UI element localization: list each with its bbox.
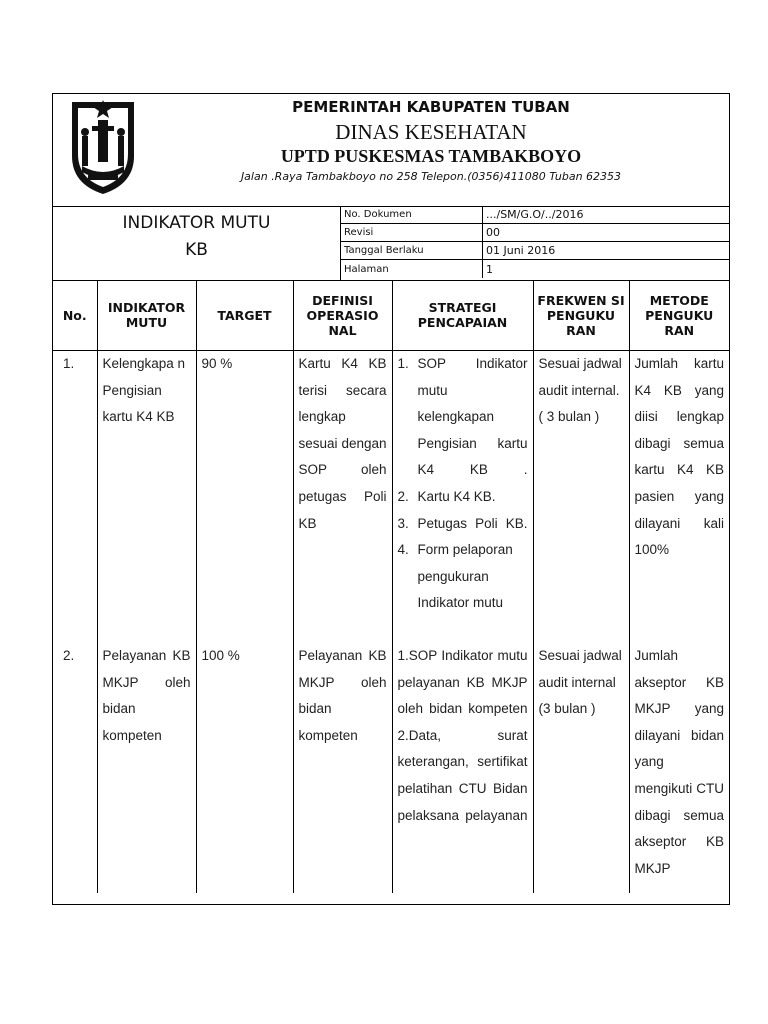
meta-label: Tanggal Berlaku bbox=[341, 242, 483, 260]
meta-row bbox=[341, 224, 729, 242]
column-header-definisi: DEFINISI OPERASIO NAL bbox=[293, 280, 392, 351]
meta-value: .../SM/G.O/../2016 bbox=[483, 206, 730, 224]
cell-no: 1. bbox=[53, 351, 97, 644]
cell-target: 90 % bbox=[196, 351, 293, 644]
column-header-metode: METODE PENGUKU RAN bbox=[629, 280, 729, 351]
cell-no: 2. bbox=[53, 643, 97, 893]
list-item-number: 3. bbox=[397, 515, 409, 531]
column-header-frekwensi: FREKWEN SI PENGUKU RAN bbox=[533, 280, 629, 351]
column-header-indikator: INDIKATOR MUTU bbox=[97, 280, 196, 351]
meta-label: Revisi bbox=[341, 224, 483, 242]
cell-definisi: Kartu K4 KB terisi secara lengkap sesuai dengan SOP oleh petugas Poli KB bbox=[293, 351, 392, 644]
government-name: PEMERINTAH KABUPATEN TUBAN bbox=[292, 98, 570, 116]
cell-metode: Jumlah kartu K4 KB yang diisi lengkap dibagi semua kartu K4 KB pasien yang dilayani kali 100% bbox=[629, 351, 729, 644]
list-item bbox=[398, 537, 528, 617]
column-header-target: TARGET bbox=[196, 280, 293, 351]
column-header-no: No. bbox=[53, 280, 97, 351]
table-row bbox=[53, 643, 729, 893]
cell-frekwensi: Sesuai jadwal audit internal. ( 3 bulan ) bbox=[533, 351, 629, 644]
cell-target: 100 % bbox=[196, 643, 293, 893]
list-item-text: Form pelaporan pengukuran Indikator mutu bbox=[417, 542, 513, 611]
document-title bbox=[53, 206, 341, 280]
document-title-line1: INDIKATOR MUTU bbox=[122, 213, 271, 233]
cell-frekwensi: Sesuai jadwal audit internal (3 bulan ) bbox=[533, 643, 629, 893]
list-item-number: 1. bbox=[397, 356, 409, 371]
meta-value: 1 bbox=[486, 262, 493, 276]
cell-indikator: Pelayanan KB MKJP oleh bidan kompeten bbox=[97, 643, 196, 893]
list-item bbox=[398, 351, 528, 484]
list-item-text: SOP Indikator mutu kelengkapan Pengisian kartu K4 KB . bbox=[417, 356, 528, 478]
cell-definisi: Pelayanan KB MKJP oleh bidan kompeten bbox=[293, 643, 392, 893]
table-row bbox=[53, 351, 729, 644]
meta-value: 01 Juni 2016 bbox=[483, 242, 730, 260]
column-header-strategi: STRATEGI PENCAPAIAN bbox=[392, 280, 533, 351]
title-block bbox=[53, 206, 729, 281]
table-header-row bbox=[53, 280, 729, 351]
list-item bbox=[398, 484, 528, 511]
meta-row bbox=[341, 260, 729, 279]
meta-row bbox=[341, 242, 729, 260]
letterhead bbox=[53, 94, 729, 207]
list-item-number: 2. bbox=[397, 488, 409, 504]
cell-metode: Jumlah akseptor KB MKJP yang dilayani bidan yang mengikuti CTU dibagi semua akseptor KB MKJP bbox=[629, 643, 729, 893]
document-frame bbox=[52, 93, 730, 905]
meta-value: 00 bbox=[483, 224, 730, 242]
meta-label: No. Dokumen bbox=[341, 206, 483, 224]
indicator-table bbox=[53, 280, 729, 893]
list-item-text: Kartu K4 KB. bbox=[417, 488, 496, 504]
list-item-number: 4. bbox=[397, 542, 409, 558]
cell-strategi: 1.SOP Indikator mutu pelayanan KB MKJP oleh bidan kompeten 2.Data, surat keterangan, sertifikat pelatihan CTU Bidan pelaksana pelayanan bbox=[392, 643, 533, 893]
strategy-list bbox=[398, 351, 528, 617]
institution-name: UPTD PUSKESMAS TAMBAKBOYO bbox=[280, 146, 582, 166]
department-name: DINAS KESEHATAN bbox=[335, 120, 527, 144]
document-meta-table bbox=[341, 206, 729, 278]
document-title-line2: KB bbox=[185, 240, 208, 260]
list-item-text: Petugas Poli KB. bbox=[417, 515, 528, 531]
cell-indikator: Kelengkapa n Pengisian kartu K4 KB bbox=[97, 351, 196, 644]
list-item bbox=[398, 511, 528, 538]
meta-label: Halaman bbox=[341, 260, 483, 279]
cell-strategi bbox=[392, 351, 533, 644]
address: Jalan .Raya Tambakboyo no 258 Telepon.(0356)411080 Tuban 62353 bbox=[240, 170, 622, 183]
meta-row bbox=[341, 206, 729, 224]
